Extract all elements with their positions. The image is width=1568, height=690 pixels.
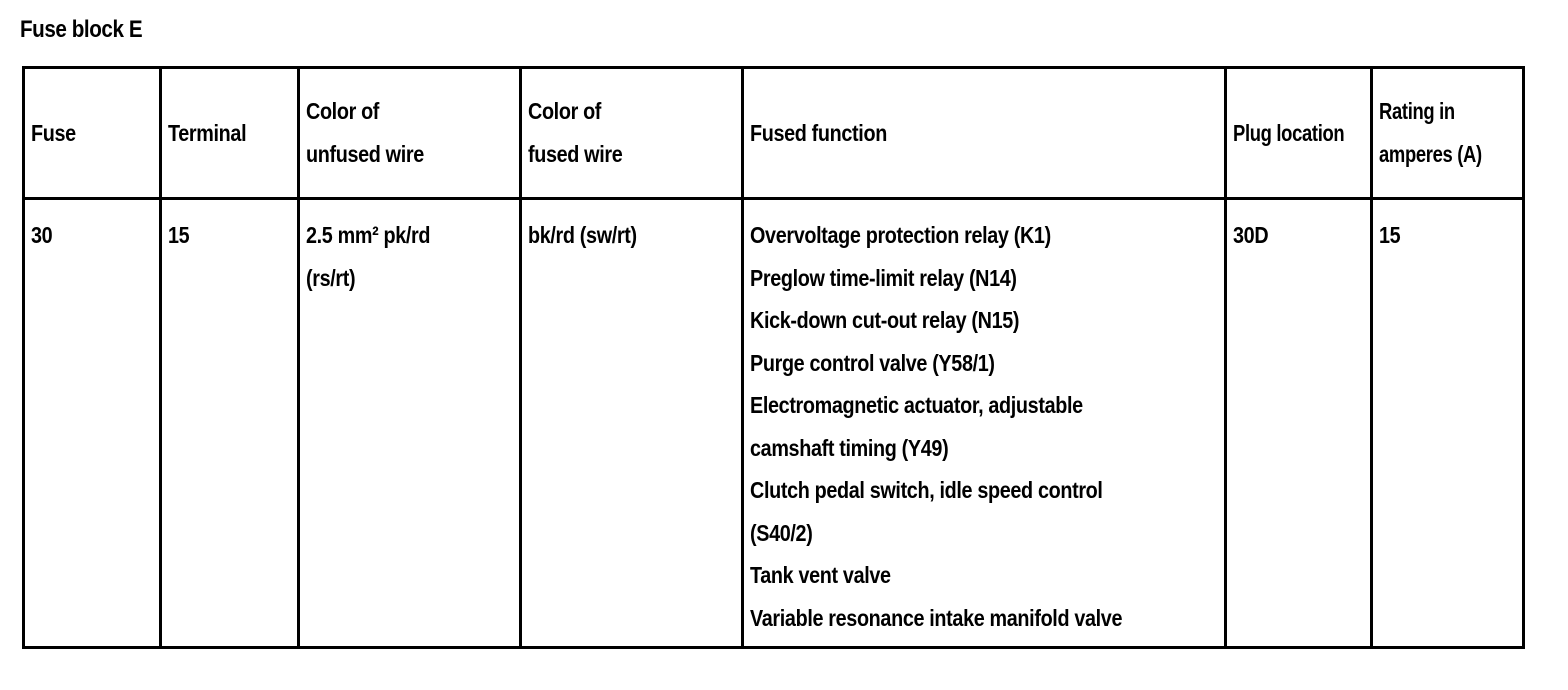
function-line: Preglow time-limit relay (N14)	[750, 264, 1017, 291]
cell-plug-location	[1226, 199, 1372, 648]
fuse-table	[22, 66, 1525, 649]
cell-rating	[1372, 199, 1524, 648]
cell-unfused-wire	[299, 199, 521, 648]
header-plug-location	[1226, 68, 1372, 199]
header-terminal-label: Terminal	[168, 119, 247, 146]
function-line: Electromagnetic actuator, adjustable	[750, 392, 1083, 419]
header-unfused-wire	[299, 68, 521, 199]
function-line: Purge control valve (Y58/1)	[750, 349, 995, 376]
cell-fuse	[24, 199, 161, 648]
cell-terminal	[161, 199, 299, 648]
terminal-value: 15	[168, 222, 190, 248]
header-unfused-wire-line-1: Color of	[306, 98, 380, 125]
header-plug-location-label: Plug location	[1233, 119, 1345, 146]
header-rating-line-1: Rating in	[1379, 98, 1455, 125]
header-row	[24, 68, 1524, 199]
header-fused-function-label: Fused function	[750, 119, 887, 146]
unfused-wire-line-2: (rs/rt)	[306, 264, 356, 291]
header-fused-function	[743, 68, 1226, 199]
header-rating	[1372, 68, 1524, 199]
function-line: camshaft timing (Y49)	[750, 434, 949, 461]
fused-wire-value: bk/rd (sw/rt)	[528, 222, 637, 248]
table-row	[24, 199, 1524, 648]
header-terminal	[161, 68, 299, 199]
document-title: Fuse block E	[20, 16, 143, 43]
cell-fused-function	[743, 199, 1226, 648]
cell-fused-wire	[521, 199, 743, 648]
header-fuse-label: Fuse	[31, 119, 76, 146]
function-line: Overvoltage protection relay (K1)	[750, 222, 1051, 248]
plug-location-value: 30D	[1233, 222, 1269, 248]
function-line: Clutch pedal switch, idle speed control	[750, 477, 1103, 504]
function-line: Kick-down cut-out relay (N15)	[750, 307, 1020, 334]
unfused-wire-line-1: 2.5 mm² pk/rd	[306, 222, 431, 248]
header-fused-wire-line-2: fused wire	[528, 141, 623, 167]
header-unfused-wire-line-2: unfused wire	[306, 141, 424, 167]
function-line: (S40/2)	[750, 519, 813, 546]
function-line: Tank vent valve	[750, 562, 891, 589]
header-rating-line-2: amperes (A)	[1379, 141, 1482, 167]
header-fuse	[24, 68, 161, 199]
function-line: Variable resonance intake manifold valve	[750, 604, 1123, 631]
header-fused-wire	[521, 68, 743, 199]
fuse-value: 30	[31, 222, 53, 248]
header-fused-wire-line-1: Color of	[528, 98, 602, 125]
rating-value: 15	[1379, 222, 1401, 248]
